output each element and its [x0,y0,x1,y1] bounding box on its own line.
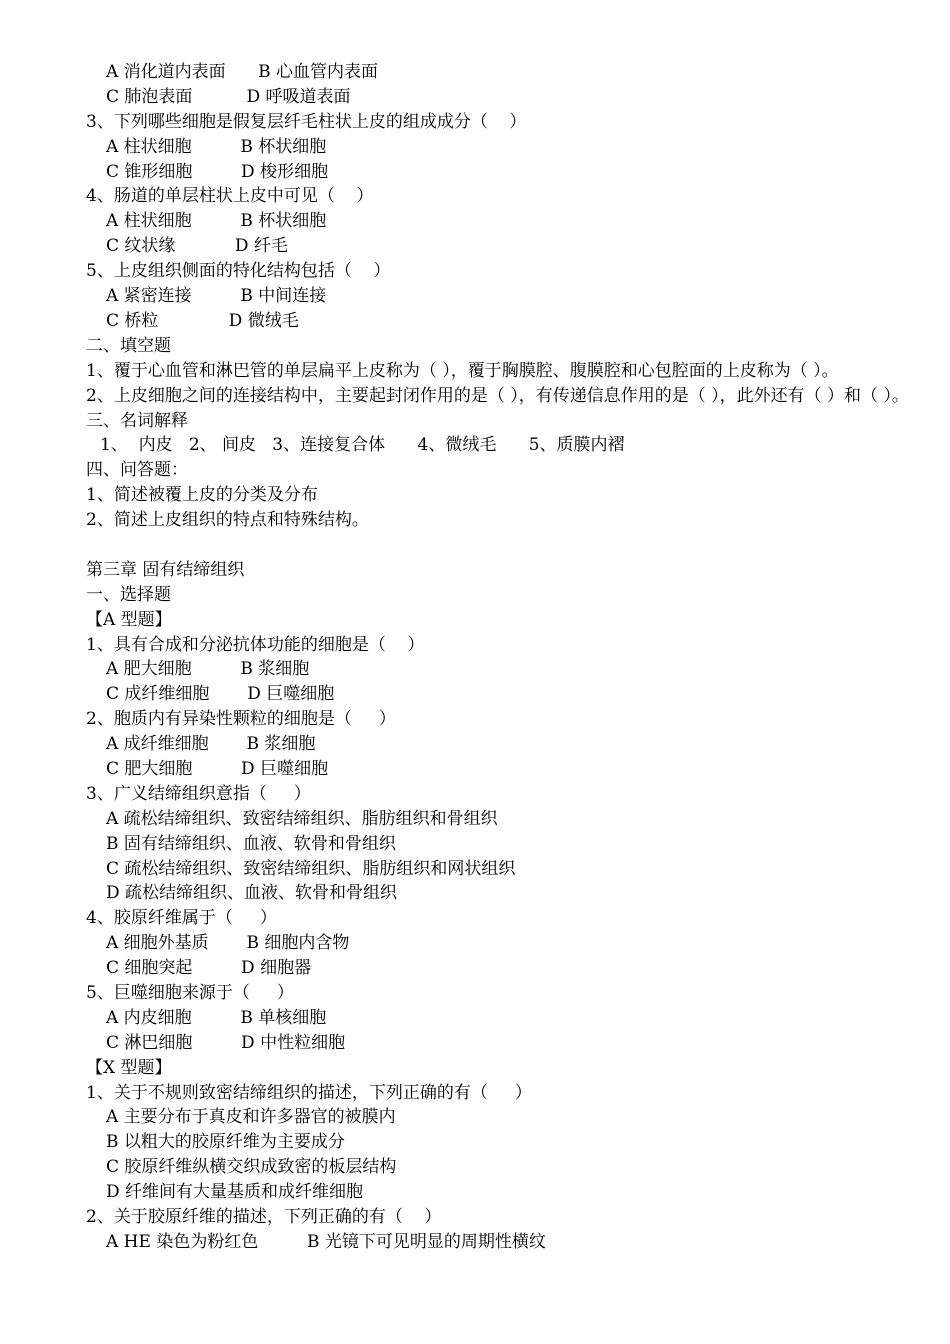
text-line: 4、肠道的单层柱状上皮中可见（ ） [86,186,374,207]
text-line: C 肥大细胞 D 巨噬细胞 [106,758,329,779]
text-line: A 消化道内表面 B 心血管内表面 [106,62,378,82]
text-line: 第三章 固有结缔组织 [86,559,245,580]
text-line: C 疏松结缔组织、致密结缔组织、脂肪组织和网状组织 [106,858,516,879]
blank-line [86,533,922,558]
text-line: A 内皮细胞 B 单核细胞 [106,1007,327,1028]
text-line: A 紧密连接 B 中间连接 [106,286,327,307]
text-line: 1、 内皮 2、 间皮 3、连接复合体 4、微绒毛 5、质膜内褶 [100,435,625,456]
text-line: 2、简述上皮组织的特点和特殊结构。 [86,510,369,531]
text-line: B 固有结缔组织、血液、软骨和骨组织 [106,833,396,854]
text-line: 1、覆于心血管和淋巴管的单层扁平上皮称为（ ），覆于胸膜腔、腹膜腔和心包腔面的上皮称为（ ）。 [86,360,839,381]
text-line: A HE 染色为粉红色 B 光镜下可见明显的周期性横纹 [106,1231,546,1252]
text-line: 三、名词解释 [86,410,188,431]
text-line: C 淋巴细胞 D 中性粒细胞 [106,1032,346,1053]
text-line: D 纤维间有大量基质和成纤维细胞 [106,1182,364,1203]
text-line: 【X 型题】 [86,1057,172,1078]
text-line: A 疏松结缔组织、致密结缔组织、脂肪组织和骨组织 [106,808,498,829]
text-line: A 柱状细胞 B 杯状细胞 [106,136,327,157]
text-line: 1、具有合成和分泌抗体功能的细胞是（ ） [86,634,425,655]
text-line: 2、关于胶原纤维的描述，下列正确的有（ ） [86,1207,442,1227]
text-line: C 锥形细胞 D 梭形细胞 [106,161,329,182]
text-line: C 纹状缘 D 纤毛 [106,236,288,257]
text-line: 4、胶原纤维属于（ ） [86,908,277,929]
text-line: 2、胞质内有异染性颗粒的细胞是（ ） [86,709,396,730]
text-line: C 胶原纤维纵横交织成致密的板层结构 [106,1157,397,1178]
text-line: C 细胞突起 D 细胞器 [106,958,312,979]
text-line: 2、上皮细胞之间的连接结构中，主要起封闭作用的是（ ），有传递信息作用的是（ ），此外还有（ ）和（ ）。 [86,385,909,406]
text-line: A 细胞外基质 B 细胞内含物 [106,933,350,954]
text-line: A 主要分布于真皮和许多器官的被膜内 [106,1107,396,1128]
text-line: C 肺泡表面 D 呼吸道表面 [106,86,351,107]
text-line: 5、巨噬细胞来源于（ ） [86,982,294,1003]
text-line: 3、下列哪些细胞是假复层纤毛柱状上皮的组成成分（ ） [86,111,527,132]
text-line: 5、上皮组织侧面的特化结构包括（ ） [86,261,391,282]
text-line: A 柱状细胞 B 杯状细胞 [106,211,327,232]
text-line: 1、关于不规则致密结缔组织的描述，下列正确的有（ ） [86,1082,532,1103]
text-line: B 以粗大的胶原纤维为主要成分 [106,1132,345,1153]
text-line: 【A 型题】 [86,609,172,630]
text-line: 一、选择题 [86,584,171,605]
text-line: 3、广义结缔组织意指（ ） [86,783,311,804]
text-line: 1、简述被覆上皮的分类及分布 [86,485,318,506]
document-page [86,60,922,1255]
text-line: 四、问答题： [86,460,188,481]
text-line: C 成纤维细胞 D 巨噬细胞 [106,684,335,705]
text-line: A 肥大细胞 B 浆细胞 [106,659,310,680]
text-line: D 疏松结缔组织、血液、软骨和骨组织 [106,883,398,904]
text-line: 二、填空题 [86,335,171,356]
text-line: A 成纤维细胞 B 浆细胞 [106,734,316,755]
text-line: C 桥粒 D 微绒毛 [106,310,299,331]
